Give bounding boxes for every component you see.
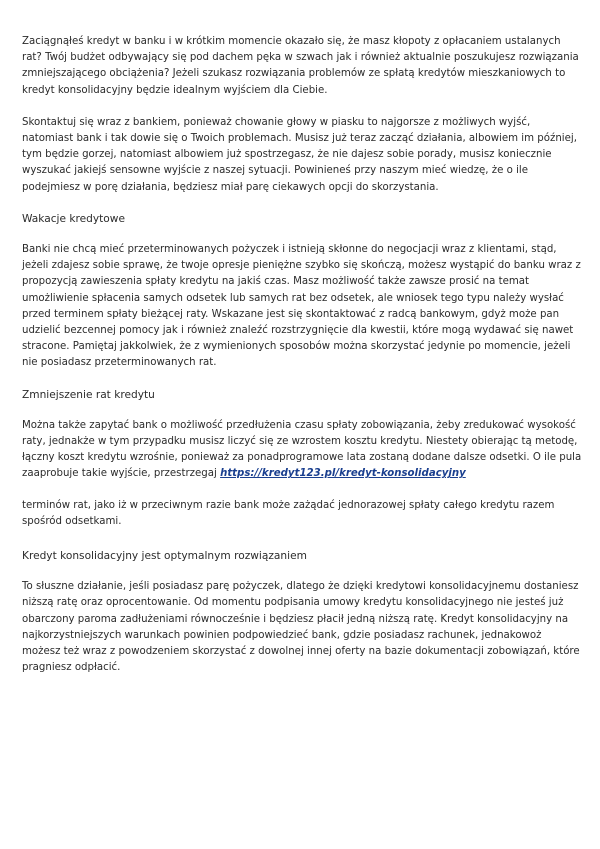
heading-credit-holidays: Wakacje kredytowe	[22, 212, 125, 225]
consolidation-paragraph: To słuszne działanie, jeśli posiadasz parę pożyczek, dlatego że dzięki kredytowi konsolidacyjnemu dostaniesz niższą ratę oraz oprocentowanie. Od momentu podpisania umowy kredytu konsolidacyjnego nie jesteś już obarczony paroma zadłużeniami równocześnie i będziesz płacił jedną niższą ratę. Kredyt konsolidacyjny na najkorzystniejszych warunkach powinien podpowiedzieć bank, gdzie posiadasz rachunek, jednakowoż możesz też wraz z powodzeniem skorzystać z dowolnej innej oferty na bazie dokumentacji zobowiązań, które pragniesz odpłacić.	[22, 581, 580, 674]
contact-bank-paragraph: Skontaktuj się wraz z bankiem, ponieważ chowanie głowy w piasku to najgorsze z możliwych wyjść, natomiast bank i tak dowie się o Twoich problemach. Musisz już teraz zacząć działania, albowiem im później, tym będzie gorzej, natomiast albowiem już spostrzegasz, że nie dajesz sobie porady, musisz koniecznie wyszukać jakiejś sensowne wyjście z naszej sytuacji. Powinieneś przy naszym mieć wiedzę, że o ile podejmiesz w porę działania, będziesz miał parę ciekawych opcji do skorzystania.	[22, 116, 577, 193]
reduce-installments-paragraph	[22, 418, 582, 483]
credit-holidays-paragraph: Banki nie chcą mieć przeterminowanych pożyczek i istnieją skłonne do negocjacji wraz z klientami, stąd, jeżeli zdajesz sobie sprawę, że twoje opresje pieniężne szybko się skończą, możesz wystąpić do banku wraz z propozycją zawieszenia spłaty kredytu na jakiś czas. Masz możliwość także zawsze prosić na temat umożliwienie spłacenia samych odsetek lub samych rat bez odsetek, ale wniosek tego typu należy wysłać przed terminem spłaty bieżącej raty. Wskazane jest się skontaktować z radcą bankowym, gdyż może pan udzielić bezcennej pomocy jak i również znaleźć rozstrzygnięcie dla kwestii, które mogą wydawać się nawet stracone. Pamiętaj jakkolwiek, że z wymienionych sposobów można skorzystać jedynie po momencie, jeżeli nie posiadasz przeterminowanych rat.	[22, 244, 581, 369]
intro-paragraph: Zaciągnąłeś kredyt w banku i w krótkim momencie okazało się, że masz kłopoty z opłacaniem ustalanych rat? Twój budżet odbywający się pod dachem pęka w szwach jak i również aktualnie poszukujesz rozwiązania zmniejszającego obciążenia? Jeżeli szukasz rozwiązania problemów ze spłatą kredytów mieszkaniowych to kredyt konsolidacyjny będzie idealnym wyjściem dla Ciebie.	[22, 36, 579, 96]
consolidation-credit-link[interactable]: https://kredyt123.pl/kredyt-konsolidacyjny	[220, 468, 466, 480]
heading-reduce-installments: Zmniejszenie rat kredytu	[22, 388, 155, 401]
reduce-installments-text: Można także zapytać bank o możliwość przedłużenia czasu spłaty zobowiązania, żeby zredukować wysokość raty, jednakże w tym przypadku musisz liczyć się ze wzrostem kosztu kredytu. Niestety obierając tą metodę, łączny koszt kredytu wzrośnie, ponieważ za ponadprogramowe lata zostaną dodane dalsze odsetki. O ile pula zaaprobuje takie wyjście, przestrzegaj	[22, 419, 582, 480]
installment-terms-paragraph: terminów rat, jako iż w przeciwnym razie bank może zażądać jednorazowej spłaty całego kredytu razem spośród odsetkami.	[22, 499, 555, 527]
heading-consolidation: Kredyt konsolidacyjny jest optymalnym rozwiązaniem	[22, 550, 307, 563]
